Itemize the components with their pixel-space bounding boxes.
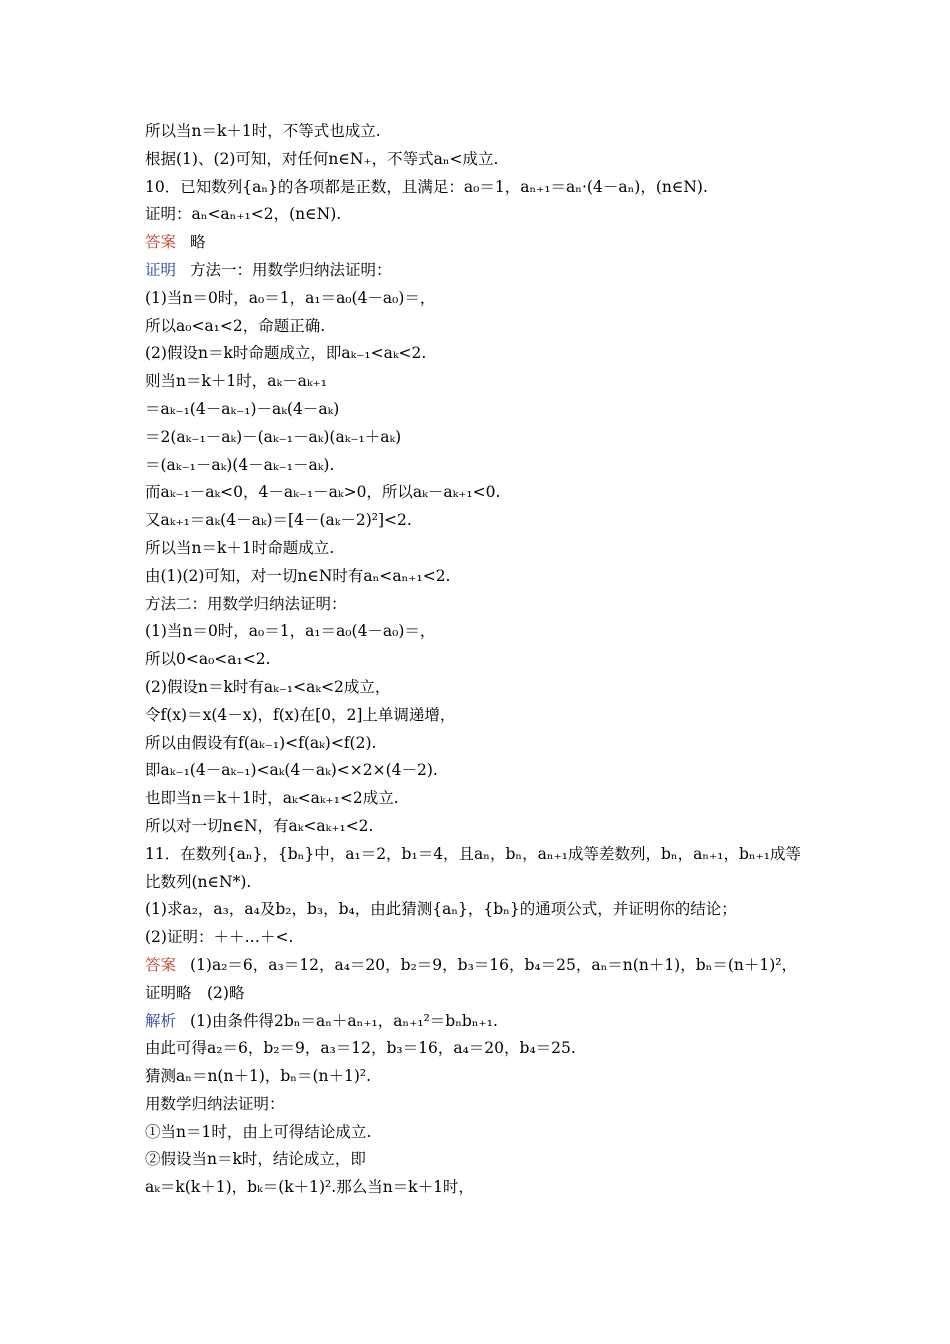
text-line: (1)求a₂，a₃，a₄及b₂，b₃，b₄，由此猜测{aₙ}，{bₙ}的通项公式，并证明你的结论；: [145, 900, 737, 919]
text-line: 所以0<a₀<a₁<2.: [145, 650, 271, 669]
text-line: (2)证明：＋＋…＋<.: [145, 928, 294, 947]
text-line: (2)假设n＝k时有aₖ₋₁<aₖ<2成立，: [145, 677, 391, 696]
text-line: 猜测aₙ＝n(n＋1)，bₙ＝(n＋1)².: [145, 1067, 372, 1086]
text-line: 证明略 (2)略: [145, 983, 245, 1002]
answer-label: 答案: [145, 955, 177, 974]
text-line: 根据(1)、(2)可知，对任何n∈N₊，不等式aₙ<成立.: [145, 149, 499, 168]
equation-line: ＝2(aₖ₋₁－aₖ)－(aₖ₋₁－aₖ)(aₖ₋₁＋aₖ): [145, 427, 402, 446]
equation-line: ＝aₖ₋₁(4－aₖ₋₁)－aₖ(4－aₖ): [145, 399, 340, 418]
text-line: 又aₖ₊₁＝aₖ(4－aₖ)＝[4－(aₖ－2)²]<2.: [145, 511, 412, 530]
text-line: 所以由假设有f(aₖ₋₁)<f(aₖ)<f(2).: [145, 733, 377, 752]
equation-line: ＝(aₖ₋₁－aₖ)(4－aₖ₋₁－aₖ).: [145, 455, 335, 474]
analysis-text: (1)由条件得2bₙ＝aₙ＋aₙ₊₁，aₙ₊₁²＝bₙbₙ₊₁.: [190, 1011, 498, 1030]
proof-label: 证明: [145, 260, 177, 279]
text-line: 所以当n＝k＋1时命题成立.: [145, 538, 335, 557]
text-line: 证明：aₙ<aₙ₊₁<2，(n∈N).: [145, 205, 342, 224]
text-line: 由此可得a₂＝6，b₂＝9，a₃＝12，b₃＝16，a₄＝20，b₄＝25.: [145, 1039, 576, 1058]
text-line: ①当n＝1时，由上可得结论成立.: [145, 1122, 372, 1141]
proof-text: 方法一：用数学归纳法证明：: [190, 260, 392, 279]
analysis-line: [145, 1008, 825, 1036]
text-line: 所以对一切n∈N，有aₖ<aₖ₊₁<2.: [145, 816, 374, 835]
text-line: 则当n＝k＋1时，aₖ－aₖ₊₁: [145, 372, 327, 391]
text-line: 由(1)(2)可知，对一切n∈N时有aₙ<aₙ₊₁<2.: [145, 566, 451, 585]
text-line: 令f(x)＝x(4－x)，f(x)在[0，2]上单调递增，: [145, 705, 456, 724]
problem-10-statement: 10．已知数列{aₙ}的各项都是正数，且满足：a₀＝1，aₙ₊₁＝aₙ·(4－aₙ)，(n∈N).: [145, 177, 708, 196]
proof-line: [145, 257, 825, 285]
text-line: 所以a₀<a₁<2，命题正确.: [145, 316, 326, 335]
text-line: 用数学归纳法证明：: [145, 1094, 285, 1113]
answer-text: 略: [190, 233, 206, 252]
problem-11-statement: 11．在数列{aₙ}，{bₙ}中，a₁＝2，b₁＝4，且aₙ，bₙ，aₙ₊₁成等差数列，bₙ，aₙ₊₁，bₙ₊₁成等: [145, 844, 801, 863]
text-line: 即aₖ₋₁(4－aₖ₋₁)<aₖ(4－aₖ)<×2×(4－2).: [145, 761, 438, 780]
answer-label: 答案: [145, 233, 177, 252]
text-line: (2)假设n＝k时命题成立，即aₖ₋₁<aₖ<2.: [145, 344, 427, 363]
answer-text: (1)a₂＝6，a₃＝12，a₄＝20，b₂＝9，b₃＝16，b₄＝25，aₙ＝n(n＋1)，bₙ＝(n＋1)²，: [190, 955, 798, 974]
text-line: ②假设当n＝k时，结论成立，即: [145, 1150, 366, 1169]
text-line: (1)当n＝0时，a₀＝1，a₁＝a₀(4－a₀)＝，: [145, 288, 436, 307]
document-body: [145, 118, 825, 1202]
text-line: 而aₖ₋₁－aₖ<0，4－aₖ₋₁－aₖ>0，所以aₖ－aₖ₊₁<0.: [145, 483, 501, 502]
text-line: 也即当n＝k＋1时，aₖ<aₖ₊₁<2成立.: [145, 789, 399, 808]
analysis-label: 解析: [145, 1011, 177, 1030]
answer-line: [145, 229, 825, 257]
answer-line: [145, 952, 825, 980]
text-line: 方法二：用数学归纳法证明：: [145, 594, 347, 613]
text-line: (1)当n＝0时，a₀＝1，a₁＝a₀(4－a₀)＝，: [145, 622, 436, 641]
text-line: 比数列(n∈N*).: [145, 872, 252, 891]
text-line: aₖ＝k(k＋1)，bₖ＝(k＋1)².那么当n＝k＋1时，: [145, 1178, 474, 1197]
text-line: 所以当n＝k＋1时，不等式也成立.: [145, 122, 381, 140]
